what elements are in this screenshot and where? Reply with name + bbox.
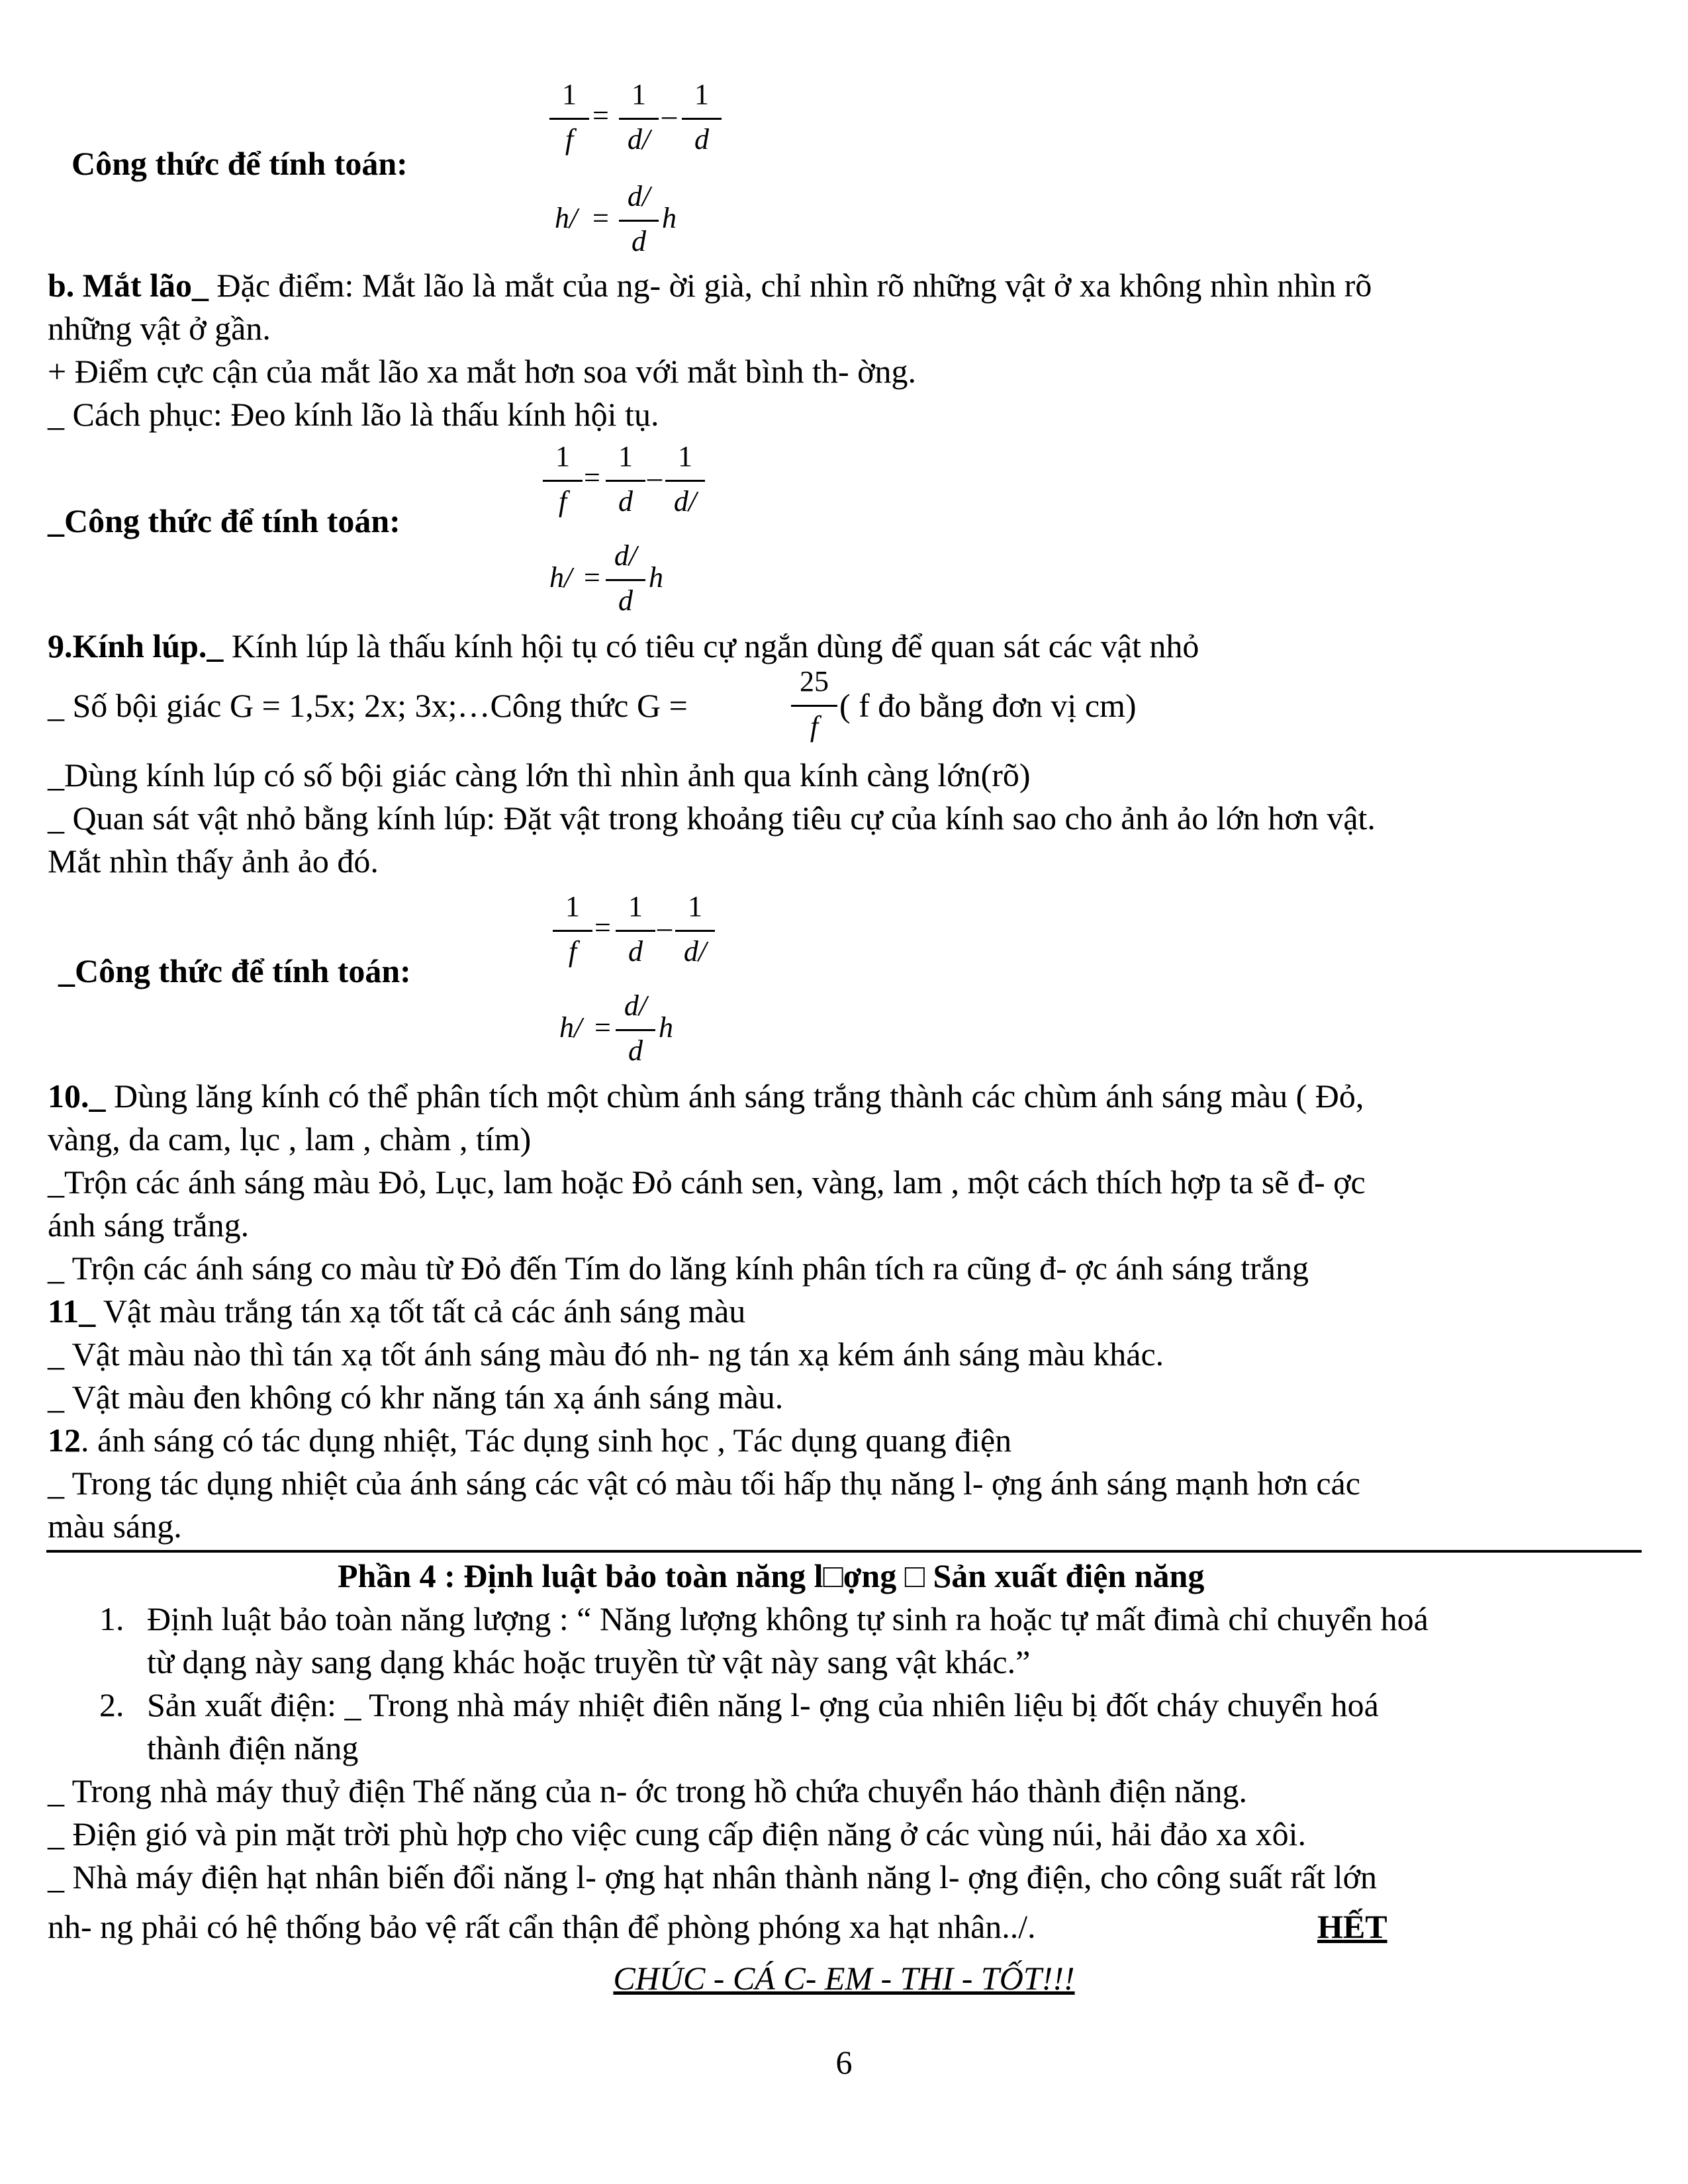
phan-4-line-6: nh- ng phải có hệ thống bảo vệ rất cẩn thận để phòng phóng xa hạt nhân../. — [48, 1908, 1036, 1945]
h-prime: h/ — [549, 561, 573, 594]
phan-4-item-1-line-2: từ dạng này sang dạng khác hoặc truyền từ vật này sang vật khác.” — [147, 1643, 1031, 1680]
equals-sign: = — [584, 561, 600, 594]
phan-4-item-2-number: 2. — [99, 1686, 124, 1723]
h-variable: h — [659, 1011, 673, 1044]
phan-4-line-5: _ Nhà máy điện hạt nhân biến đổi năng l- ợng hạt nhân thành năng l- ợng điện, cho công suất rất lớn — [48, 1858, 1378, 1895]
mat-lao-line-4: _ Cách phục: Đeo kính lão là thấu kính hội tụ. — [48, 396, 659, 433]
minus-sign: – — [657, 911, 672, 944]
section-11-line-2: _ Vật màu nào thì tán xạ tốt ánh sáng màu đó nh- ng tán xạ kém ánh sáng màu khác. — [48, 1336, 1164, 1373]
equals-sign: = — [592, 99, 609, 132]
h-prime: h/ — [555, 202, 578, 234]
mat-lao-line-3: + Điểm cực cận của mắt lão xa mắt hơn soa với mắt bình th- ờng. — [48, 353, 917, 390]
phan-4-line-4: _ Điện gió và pin mặt trời phù hợp cho việc cung cấp điện năng ở các vùng núi, hải đảo xa xôi. — [48, 1815, 1307, 1852]
kinh-lup-line-2b: ( f đo bằng đơn vị cm) — [839, 687, 1137, 724]
phan-4-item-1-line-1: Định luật bảo toàn năng lượng : “ Năng lượng không tự sinh ra hoặc tự mất đimà chỉ chuyển hoá — [147, 1600, 1429, 1637]
kinh-lup-line-3: _Dùng kính lúp có số bội giác càng lớn thì nhìn ảnh qua kính càng lớn(rõ) — [48, 756, 1031, 794]
section-10-line-5: _ Trộn các ánh sáng co màu từ Đỏ đến Tím do lăng kính phân tích ra cũng đ- ợc ánh sáng trắng — [48, 1250, 1309, 1287]
het-label: HẾT — [1317, 1908, 1387, 1945]
phan-4-line-3: _ Trong nhà máy thuỷ điện Thế năng của n- ớc trong hồ chứa chuyển háo thành điện năng. — [48, 1772, 1247, 1809]
phan-4-item-2-line-1: Sản xuất điện: _ Trong nhà máy nhiệt điên năng l- ợng của nhiên liệu bị đốt cháy chuyển hoá — [147, 1686, 1379, 1723]
closing-message: CHÚC - CÁ C- EM - THI - TỐT!!! — [613, 1960, 1075, 1997]
h-variable: h — [649, 561, 663, 594]
phan-4-title: Phần 4 : Định luật bảo toàn năng l□ợng □ Sản xuất điện năng — [338, 1557, 1205, 1594]
section-10-line-2: vàng, da cam, lục , lam , chàm , tím) — [48, 1120, 532, 1158]
equals-sign: = — [594, 911, 611, 944]
section-12-line-3: màu sáng. — [48, 1508, 182, 1545]
phan-4-item-2-line-2: thành điện năng — [147, 1729, 359, 1766]
mat-lao-line-2: những vật ở gần. — [48, 310, 271, 347]
formula-label: Công thức để tính toán: — [71, 145, 408, 182]
page-number: 6 — [835, 2044, 853, 2081]
section-10-line-4: ánh sáng trắng. — [48, 1206, 250, 1244]
equals-sign: = — [584, 461, 600, 494]
equals-sign: = — [592, 202, 609, 234]
section-12-line-2: _ Trong tác dụng nhiệt của ánh sáng các vật có màu tối hấp thụ năng l- ợng ánh sáng mạnh hơn các — [48, 1465, 1360, 1502]
formula-label: _Công thức để tính toán: — [48, 502, 400, 539]
phan-4-item-1-number: 1. — [99, 1600, 124, 1637]
section-divider — [46, 1550, 1642, 1553]
kinh-lup-line-1: 9.Kính lúp._ Kính lúp là thấu kính hội tụ có tiêu cự ngắn dùng để quan sát các vật nhỏ — [48, 627, 1199, 664]
section-10-line-3: _Trộn các ánh sáng màu Đỏ, Lục, lam hoặc Đỏ cánh sen, vàng, lam , một cách thích hợp ta sẽ đ- ợc — [48, 1163, 1366, 1201]
h-prime: h/ — [559, 1011, 583, 1044]
kinh-lup-line-5: Mắt nhìn thấy ảnh ảo đó. — [48, 842, 379, 880]
section-12-line-1: 12. ánh sáng có tác dụng nhiệt, Tác dụng sinh học , Tác dụng quang điện — [48, 1422, 1012, 1459]
minus-sign: – — [662, 99, 677, 132]
h-variable: h — [662, 202, 677, 234]
kinh-lup-line-2: _ Số bội giác G = 1,5x; 2x; 3x;…Công thức G = — [48, 687, 688, 724]
section-10-line-1: 10._ Dùng lăng kính có thể phân tích một chùm ánh sáng trắng thành các chùm ánh sáng màu ( Đỏ, — [48, 1077, 1364, 1115]
formula-label: _Công thức để tính toán: — [58, 952, 411, 989]
section-11-line-3: _ Vật màu đen không có khr năng tán xạ ánh sáng màu. — [48, 1379, 784, 1416]
equals-sign: = — [594, 1011, 611, 1044]
section-11-line-1: 11_ Vật màu trắng tán xạ tốt tất cả các ánh sáng màu — [48, 1293, 746, 1330]
kinh-lup-line-4: _ Quan sát vật nhỏ bằng kính lúp: Đặt vật trong khoảng tiêu cự của kính sao cho ảnh ảo lớn hơn vật. — [48, 799, 1376, 837]
minus-sign: – — [647, 461, 662, 494]
mat-lao-line-1: b. Mắt lão_ Đặc điểm: Mắt lão là mắt của ng- ời già, chỉ nhìn rõ những vật ở xa không nhìn nhìn rõ — [48, 267, 1372, 304]
